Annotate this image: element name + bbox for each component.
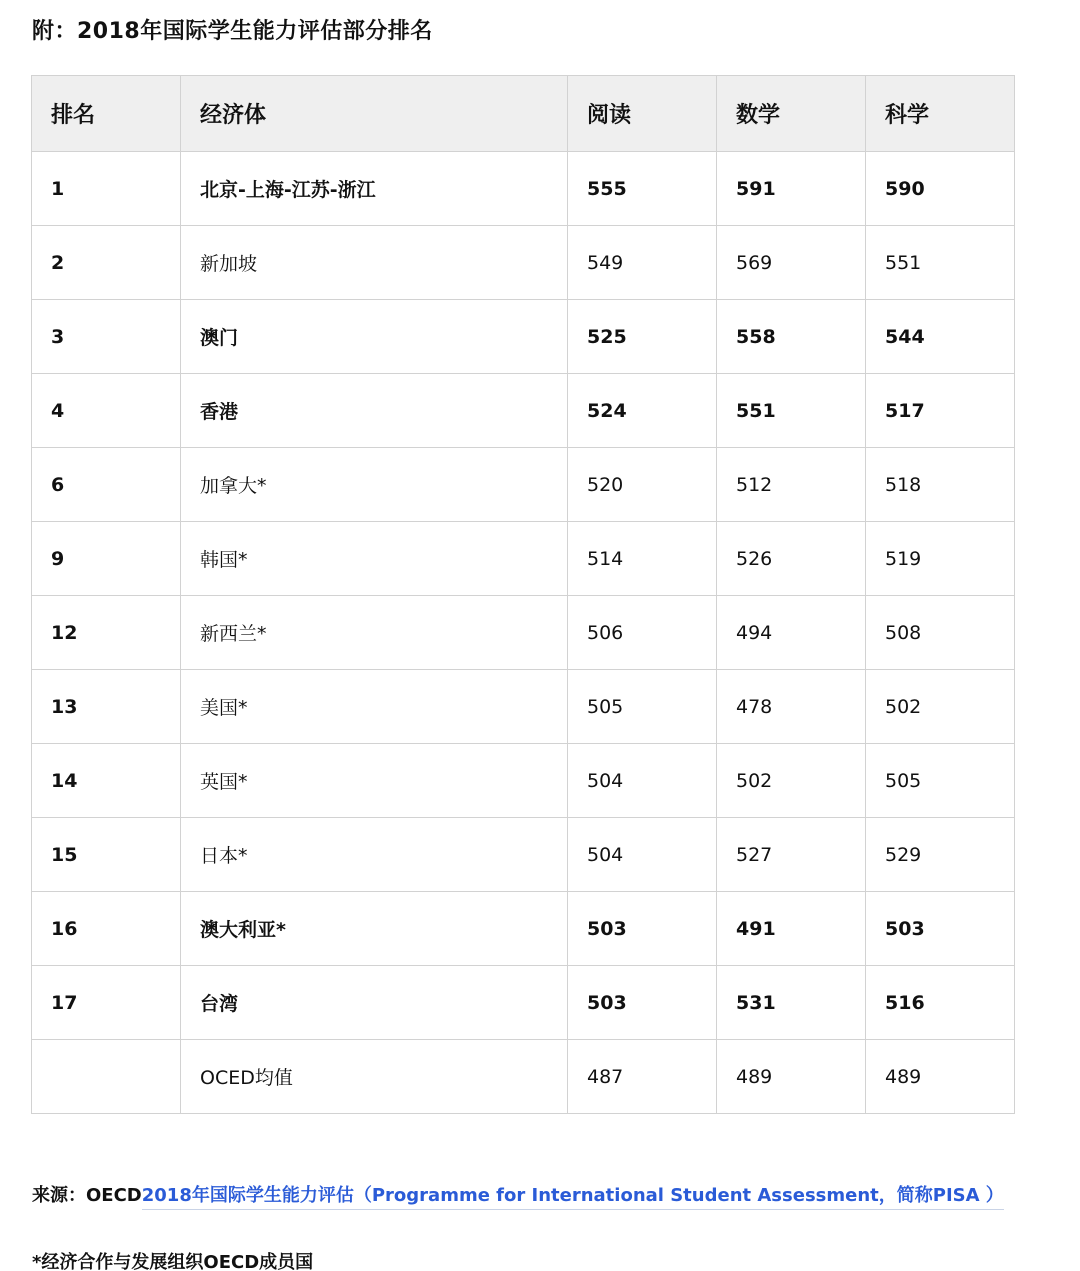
science-score: 503	[866, 892, 1015, 966]
table-row	[32, 744, 1015, 818]
economy-cell: 澳大利亚*	[181, 892, 568, 966]
math-score: 491	[717, 892, 866, 966]
table-row	[32, 152, 1015, 226]
ranking-table	[31, 75, 1015, 1114]
science-score: 517	[866, 374, 1015, 448]
table-row	[32, 818, 1015, 892]
economy-cell: 日本*	[181, 818, 568, 892]
reading-score: 549	[568, 226, 717, 300]
source-line	[32, 1180, 1004, 1212]
economy-cell: 加拿大*	[181, 448, 568, 522]
science-score: 505	[866, 744, 1015, 818]
reading-score: 524	[568, 374, 717, 448]
math-score: 494	[717, 596, 866, 670]
economy-cell: OCED均值	[181, 1040, 568, 1114]
reading-score: 503	[568, 966, 717, 1040]
reading-score: 503	[568, 892, 717, 966]
math-score: 489	[717, 1040, 866, 1114]
table-row	[32, 892, 1015, 966]
economy-cell: 新西兰*	[181, 596, 568, 670]
math-score: 558	[717, 300, 866, 374]
economy-cell: 台湾	[181, 966, 568, 1040]
economy-cell: 美国*	[181, 670, 568, 744]
table-row	[32, 1040, 1015, 1114]
science-score: 551	[866, 226, 1015, 300]
math-score: 478	[717, 670, 866, 744]
reading-score: 504	[568, 744, 717, 818]
science-score: 590	[866, 152, 1015, 226]
science-score: 502	[866, 670, 1015, 744]
reading-score: 505	[568, 670, 717, 744]
header-reading: 阅读	[568, 76, 717, 152]
economy-cell: 英国*	[181, 744, 568, 818]
header-science: 科学	[866, 76, 1015, 152]
science-score: 518	[866, 448, 1015, 522]
table-row	[32, 670, 1015, 744]
reading-score: 506	[568, 596, 717, 670]
economy-cell: 北京-上海-江苏-浙江	[181, 152, 568, 226]
table-row	[32, 596, 1015, 670]
rank-cell: 15	[32, 818, 181, 892]
table-row	[32, 966, 1015, 1040]
rank-cell: 14	[32, 744, 181, 818]
rank-cell	[32, 1040, 181, 1114]
reading-score: 525	[568, 300, 717, 374]
rank-cell: 12	[32, 596, 181, 670]
rank-cell: 9	[32, 522, 181, 596]
rank-cell: 16	[32, 892, 181, 966]
math-score: 569	[717, 226, 866, 300]
header-economy: 经济体	[181, 76, 568, 152]
math-score: 512	[717, 448, 866, 522]
table-row	[32, 522, 1015, 596]
science-score: 544	[866, 300, 1015, 374]
table-header-row	[32, 76, 1015, 152]
economy-cell: 香港	[181, 374, 568, 448]
science-score: 508	[866, 596, 1015, 670]
economy-cell: 澳门	[181, 300, 568, 374]
math-score: 531	[717, 966, 866, 1040]
table-row	[32, 448, 1015, 522]
rank-cell: 13	[32, 670, 181, 744]
math-score: 502	[717, 744, 866, 818]
science-score: 516	[866, 966, 1015, 1040]
science-score: 489	[866, 1040, 1015, 1114]
table-row	[32, 300, 1015, 374]
header-math: 数学	[717, 76, 866, 152]
reading-score: 504	[568, 818, 717, 892]
science-score: 519	[866, 522, 1015, 596]
math-score: 526	[717, 522, 866, 596]
rank-cell: 1	[32, 152, 181, 226]
economy-cell: 新加坡	[181, 226, 568, 300]
rank-cell: 2	[32, 226, 181, 300]
rank-cell: 3	[32, 300, 181, 374]
reading-score: 555	[568, 152, 717, 226]
header-rank: 排名	[32, 76, 181, 152]
science-score: 529	[866, 818, 1015, 892]
math-score: 527	[717, 818, 866, 892]
table-body	[32, 152, 1015, 1114]
math-score: 551	[717, 374, 866, 448]
table-row	[32, 226, 1015, 300]
reading-score: 487	[568, 1040, 717, 1114]
source-prefix: 来源：OECD	[32, 1185, 142, 1206]
reading-score: 520	[568, 448, 717, 522]
table-row	[32, 374, 1015, 448]
economy-cell: 韩国*	[181, 522, 568, 596]
page-title: 附：2018年国际学生能力评估部分排名	[32, 19, 433, 44]
rank-cell: 4	[32, 374, 181, 448]
source-link[interactable]: 2018年国际学生能力评估（Programme for International Student Assessment，简称PISA ）	[142, 1185, 1004, 1210]
footnote: *经济合作与发展组织OECD成员国	[32, 1252, 314, 1271]
math-score: 591	[717, 152, 866, 226]
reading-score: 514	[568, 522, 717, 596]
rank-cell: 17	[32, 966, 181, 1040]
rank-cell: 6	[32, 448, 181, 522]
